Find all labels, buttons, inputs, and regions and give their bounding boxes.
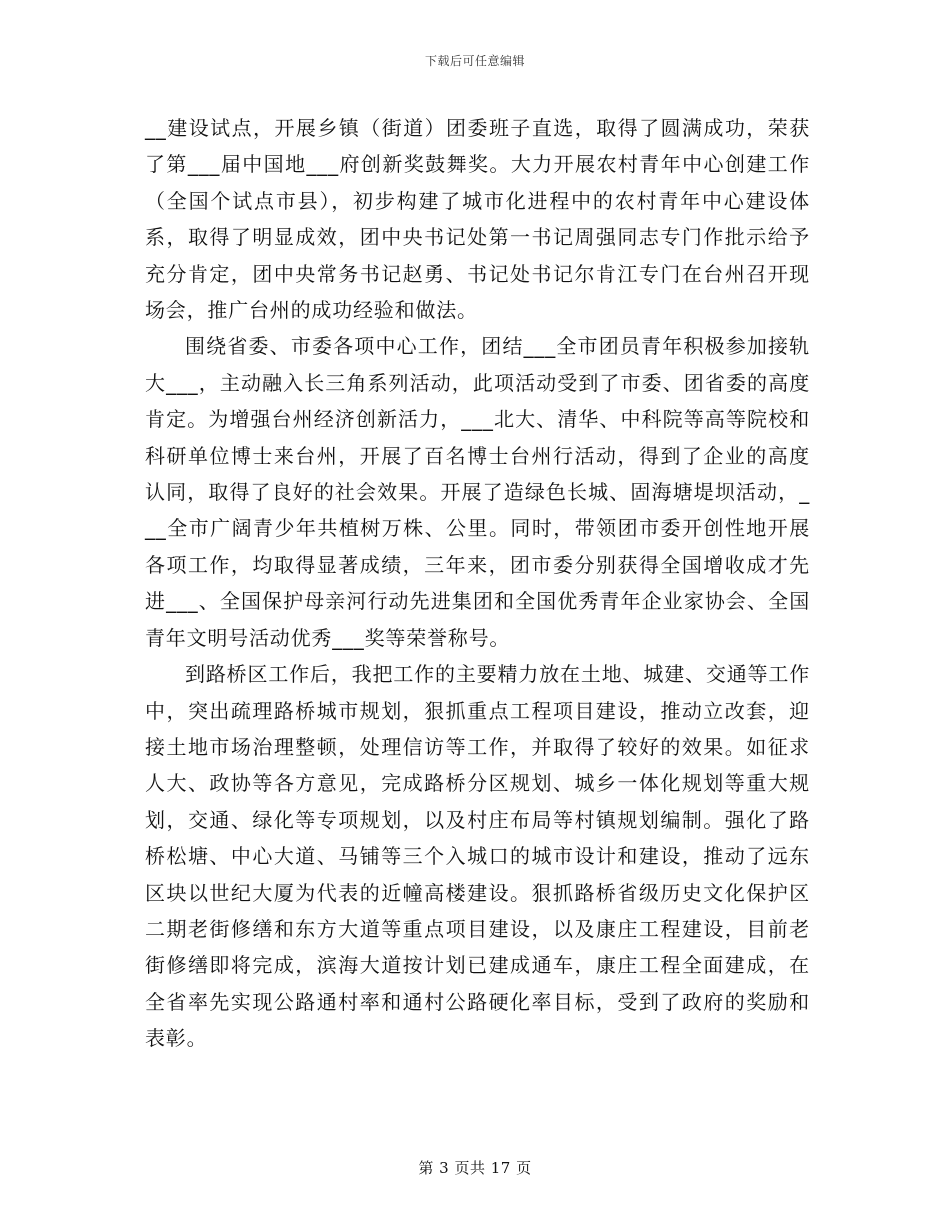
document-body — [145, 110, 810, 1057]
paragraph-luqiao-work: 到路桥区工作后，我把工作的主要精力放在土地、城建、交通等工作中，突出疏理路桥城市规划，狠抓重点工程项目建设，推动立改套，迎接土地市场治理整顿，处理信访等工作，并取得了较好的效果。如征求人大、政协等各方意见，完成路桥分区规划、城乡一体化规划等重大规划，交通、绿化等专项规划，以及村庄布局等村镇规划编制。强化了路桥松塘、中心大道、马铺等三个入城口的城市设计和建设，推动了远东区块以世纪大厦为代表的近幢高楼建设。狠抓路桥省级历史文化保护区二期老街修缮和东方大道等重点项目建设，以及康庄工程建设，目前老街修缮即将完成，滨海大道按计划已建成通车，康庄工程全面建成，在全省率先实现公路通村率和通村公路硬化率目标，受到了政府的奖励和表彰。 — [145, 662, 810, 1051]
page-header: 下载后可任意编辑 — [424, 54, 525, 68]
paragraph-provincial-work: 围绕省委、市委各项中心工作，团结___全市团员青年积极参加接轨大___，主动融入长三角系列活动，此项活动受到了市委、团省委的高度肯定。为增强台州经济创新活力，___北大、清华、中科院等高等院校和科研单位博士来台州，开展了百名博士台州行活动，得到了企业的高度认同，取得了良好的社会效果。开展了造绿色长城、固海塘堤坝活动，___全市广阔青少年共植树万株、公里。同时，带领团市委开创性地开展各项工作，均取得显著成绩，三年来，团市委分别获得全国增收成才先进___、全国保护母亲河行动先进集团和全国优秀青年企业家协会、全国青年文明号活动优秀___奖等荣誉称号。 — [145, 334, 810, 650]
page-number: 第 3 页共 17 页 — [418, 1159, 532, 1177]
paragraph-continuation: __建设试点，开展乡镇（街道）团委班子直选，取得了圆满成功，荣获了第___届中国地___府创新奖鼓舞奖。大力开展农村青年中心创建工作（全国个试点市县），初步构建了城市化进程中的农村青年中心建设体系，取得了明显成效，团中央书记处第一书记周强同志专门作批示给予充分肯定，团中央常务书记赵勇、书记处书记尔肯江专门在台州召开现场会，推广台州的成功经验和做法。 — [145, 116, 810, 323]
